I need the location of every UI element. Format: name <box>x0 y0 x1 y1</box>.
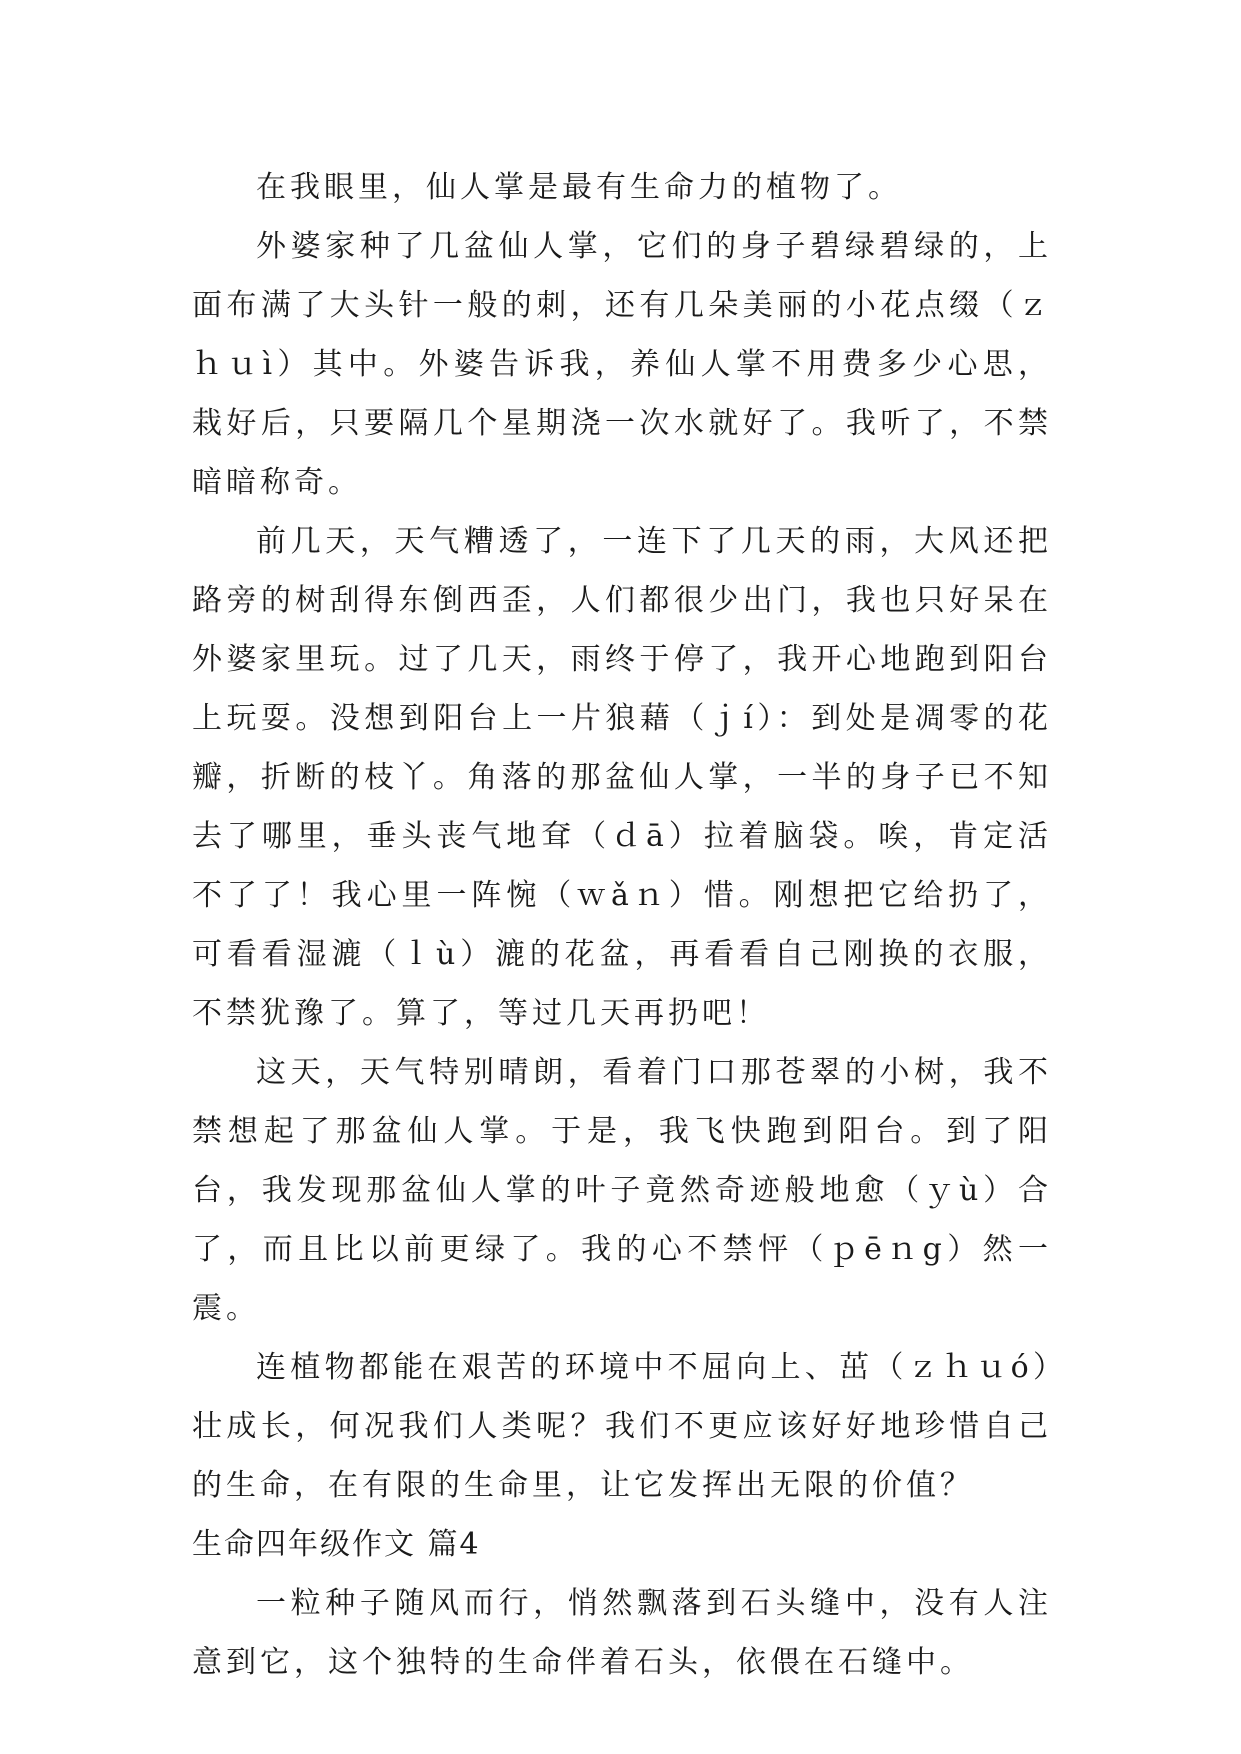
paragraph-conclusion: 连植物都能在艰苦的环境中不屈向上、茁（ｚｈｕó）壮成长，何况我们人类呢？我们不更应该好好地珍惜自己的生命，在有限的生命里，让它发挥出无限的价值？ <box>192 1350 1052 1503</box>
section-heading: 生命四年级作文 篇4 <box>192 1527 481 1562</box>
paragraph-storm: 前几天，天气糟透了，一连下了几天的雨，大风还把路旁的树刮得东倒西歪，人们都很少出门，我也只好呆在外婆家里玩。过了几天，雨终于停了，我开心地跑到阳台上玩耍。没想到阳台上一片狼藉（ｊí）：到处是凋零的花瓣，折断的枝丫。角落的那盆仙人掌，一半的身子已不知去了哪里，垂头丧气地耷（ｄā）拉着脑袋。唉，肯定活不了了！我心里一阵惋（ｗǎｎ）惜。刚想把它给扔了，可看看湿漉（ｌù）漉的花盆，再看看自己刚换的衣服，不禁犹豫了。算了，等过几天再扔吧！ <box>192 524 1052 1031</box>
paragraph-grandma-cactus: 外婆家种了几盆仙人掌，它们的身子碧绿碧绿的，上面布满了大头针一般的刺，还有几朵美丽的小花点缀（ｚｈｕì）其中。外婆告诉我，养仙人掌不用费多少心思，栽好后，只要隔几个星期浇一次水就好了。我听了，不禁暗暗称奇。 <box>192 229 1052 500</box>
paragraph-sunny-day: 这天，天气特别晴朗，看着门口那苍翠的小树，我不禁想起了那盆仙人掌。于是，我飞快跑到阳台。到了阳台，我发现那盆仙人掌的叶子竟然奇迹般地愈（ｙù）合了，而且比以前更绿了。我的心不禁怦（ｐēｎg）然一震。 <box>192 1055 1052 1326</box>
paragraph-intro: 在我眼里，仙人掌是最有生命力的植物了。 <box>256 170 902 205</box>
document-body <box>192 158 1052 1692</box>
paragraph-seed: 一粒种子随风而行，悄然飘落到石头缝中，没有人注意到它，这个独特的生命伴着石头，依偎在石缝中。 <box>192 1586 1052 1680</box>
